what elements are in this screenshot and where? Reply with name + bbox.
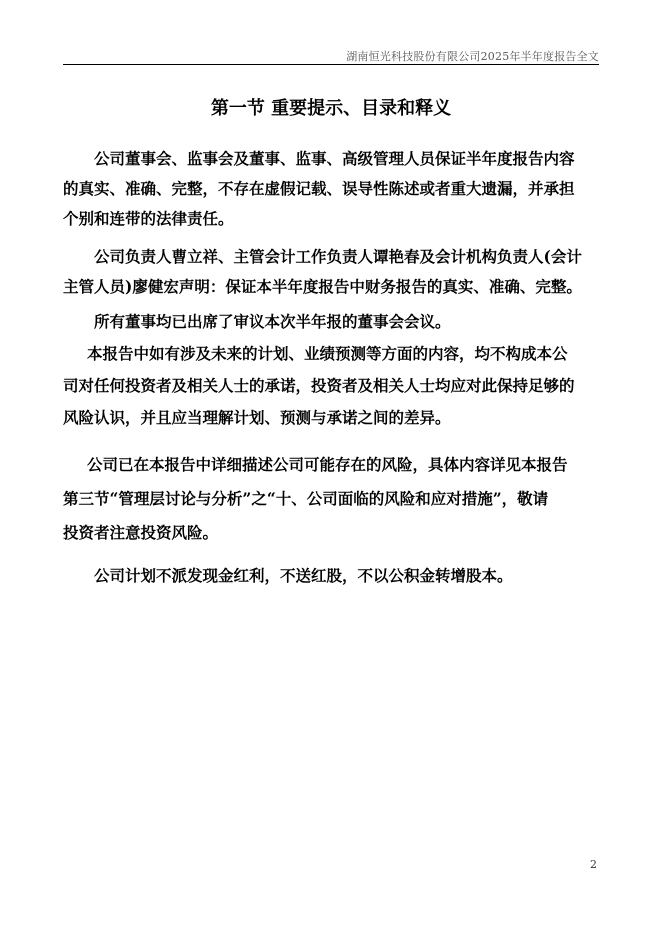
- paragraph-line: 公司计划不派发现金红利，不送红股，不以公积金转增股本。: [94, 566, 513, 585]
- paragraph-line: 第三节“管理层讨论与分析”之“十、公司面临的风险和应对措施”，敬请: [63, 489, 549, 508]
- paragraph-line: 个别和连带的法律责任。: [63, 209, 234, 228]
- page-number: 2: [590, 858, 597, 871]
- paragraph-line: 本报告中如有涉及未来的计划、业绩预测等方面的内容，均不构成本公: [87, 344, 568, 363]
- paragraph-line: 投资者注意投资风险。: [63, 523, 219, 542]
- paragraph-line: 所有董事均已出席了审议本次半年报的董事会会议。: [94, 312, 451, 331]
- paragraph-line: 公司董事会、监事会及董事、监事、高级管理人员保证半年度报告内容: [94, 149, 575, 168]
- running-header: 湖南恒光科技股份有限公司2025年半年度报告全文: [346, 50, 599, 63]
- paragraph-officer-statement: [63, 242, 600, 302]
- paragraph-risk-notice: [63, 448, 600, 550]
- section-title: 第一节 重要提示、目录和释义: [210, 98, 452, 119]
- paragraph-directors-attendance: [63, 307, 600, 337]
- paragraph-line: 主管人员)廖健宏声明：保证本半年度报告中财务报告的真实、准确、完整。: [63, 277, 582, 296]
- paragraph-forward-looking: [63, 338, 600, 434]
- paragraph-line: 的真实、准确、完整，不存在虚假记载、误导性陈述或者重大遗漏，并承担: [63, 179, 575, 198]
- paragraph-line: 公司已在本报告中详细描述公司可能存在的风险，具体内容详见本报告: [87, 455, 568, 474]
- paragraph-dividend-plan: [63, 561, 600, 591]
- paragraph-line: 司对任何投资者及相关人士的承诺，投资者及相关人士均应对此保持足够的: [63, 376, 575, 395]
- paragraph-line: 风险认识，并且应当理解计划、预测与承诺之间的差异。: [63, 408, 451, 427]
- paragraph-line: 公司负责人曹立祥、主管会计工作负责人谭艳春及会计机构负责人(会计: [94, 247, 582, 266]
- header-rule: [63, 64, 599, 65]
- paragraph-board-guarantee: [63, 144, 600, 234]
